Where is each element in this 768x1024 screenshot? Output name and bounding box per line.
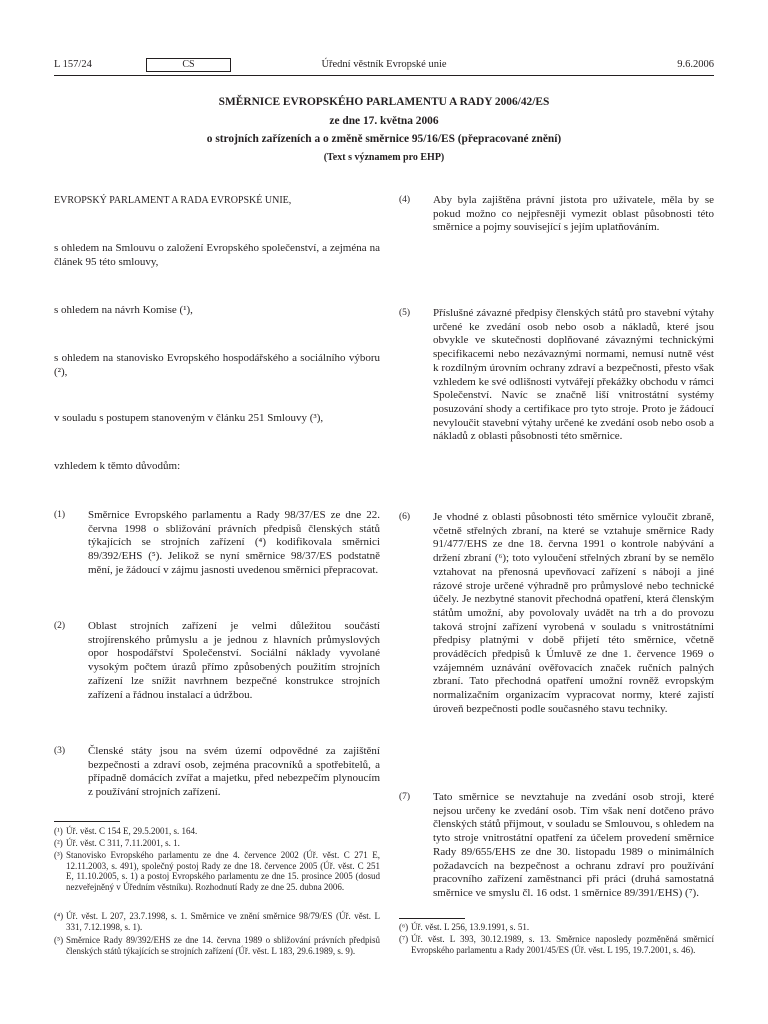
recital-number: (2) — [54, 621, 66, 631]
footnote-text: Směrnice Rady 89/392/EHS ze dne 14. června 1989 o sbližování právních předpisů členských států týkajících se strojních zařízení (Úř. věst. L 183, 29.6.1989, s. 9). — [66, 935, 380, 956]
preamble-4: s ohledem na stanovisko Evropského hospodářského a sociálního výboru (²), — [54, 352, 380, 378]
recital-number: (7) — [399, 792, 411, 802]
preamble-3: s ohledem na návrh Komise (¹), — [54, 304, 193, 316]
title-line-3: o strojních zařízeních a o změně směrnice 95/16/ES (přepracované znění) — [206, 133, 562, 145]
recital-text: Je vhodné z oblasti působnosti této směrnice vyloučit zbraně, včetně střelných zbraní, na které se vztahuje směrnice Rady 91/477/EHS ze dne 18. června 1991 o kontrole nabývání a držení zbraní (⁶); toto vyloučení střelných zbraní by se nemělo vztahovat na přenosná upevňovací zařízení s náboji a jiné rázové stroje určené výhradně pro průmyslové nebo technické účely. Je nezbytné stanovit přechodná opatření, která členským státům umožní, aby povolovaly uvádět na trh a do provozu taková strojní zařízení vyrobená v souladu s vnitrostátními předpisy platnými v době přijetí této směrnice, včetně prováděcích předpisů k Úmluvě ze dne 1. července 1969 o vzájemném uznávání ověřovacích značek ručních palných zbraní. Tato přechodná opatření umožní rovněž evropským normalizačním organizacím vypracovat normy, které zajistí úroveň bezpečnosti podle současného stavu techniky. — [433, 511, 714, 715]
document-title — [0, 93, 768, 167]
recital-text: Tato směrnice se nevztahuje na zvedání osob stroji, které nejsou určeny ke zvedání osob. Tím však není dotčeno právo členských států přijmout, v souladu se Smlouvou, s ohledem na tyto stroje vnitrostátní opatření za účelem provedení směrnice Rady 89/655/EHS ze dne 30. listopadu 1989 o minimálních požadavcích na bezpečnost a ochranu zdraví pro používání pracovního zařízení zaměstnanci při práci (druhá samostatná směrnice ve smyslu čl. 16 odst. 1 směrnice 89/391/EHS) (⁷). — [433, 791, 714, 899]
footnote-text: Úř. věst. L 256, 13.9.1991, s. 51. — [411, 922, 530, 932]
preamble-2: s ohledem na Smlouvu o založení Evropského společenství, a zejména na článek 95 této smlouvy, — [54, 242, 380, 268]
footnote-number: (¹) — [54, 826, 63, 836]
title-line-4: (Text s významem pro EHP) — [323, 151, 445, 163]
footnote-text: Úř. věst. L 207, 23.7.1998, s. 1. Směrnice ve znění směrnice 98/79/ES (Úř. věst. L 331, 7.12.1998, s. 1). — [66, 911, 380, 932]
preamble-6: vzhledem k těmto důvodům: — [54, 460, 181, 472]
language-box: CS — [146, 58, 231, 72]
recital-number: (4) — [399, 195, 411, 205]
recital-text: Příslušné závazné předpisy členských států pro stavební výtahy určené ke zvedání osob nebo osob a nákladů, které jsou obvykle ve skutečnosti doplňované závaznými technickými specifikacemi nebo nezávaznými normami, nemusí nutně vést k rozdílným úrovním ochrany zdraví a bezpečnosti, přesto však vzhledem ke své odlišnosti vytvářejí překážky obchodu v rámci Společenství. Navíc se značně liší vnitrostátní systémy posuzování shody a certifikace pro tyto stroje. Proto je žádoucí nevyloučit stavební výtahy určené ke zvedání osob nebo osob a nákladů z oblasti působnosti této směrnice. — [433, 307, 714, 443]
journal-reference: L 157/24 — [54, 59, 92, 70]
publication-date: 9.6.2006 — [677, 59, 714, 70]
recital-number: (1) — [54, 510, 66, 520]
footnote-rule-left — [54, 821, 120, 822]
footnote-number: (⁴) — [54, 911, 64, 921]
recital-text: Členské státy jsou na svém území odpovědné za zajištění bezpečnosti a zdraví osob, zejména pracovníků a spotřebitelů, a případně domácích zvířat a majetku, před nebezpečím plynoucím z používání strojních zařízení. — [88, 745, 380, 799]
header-rule — [54, 75, 714, 76]
recital-text: Aby byla zajištěna právní jistota pro uživatele, měla by se pokud možno co nejpřesněji vymezit oblast působnosti této směrnice a pojmy související s jejím uplatňováním. — [433, 194, 714, 234]
page-header — [54, 58, 714, 76]
recital-number: (6) — [399, 512, 411, 522]
footnote-number: (³) — [54, 850, 63, 860]
title-line-1: SMĚRNICE EVROPSKÉHO PARLAMENTU A RADY 2006/42/ES — [218, 96, 550, 108]
footnote-text: Stanovisko Evropského parlamentu ze dne 4. července 2002 (Úř. věst. C 271 E, 12.11.2003, s. 491), společný postoj Rady ze dne 18. července 2005 (Úř. věst. C 251 E, 11.10.2005, s. 1) a postoj Evropského parlamentu ze dne 15. prosince 2005 (dosud nezveřejněný v Úředním věstníku). Rozhodnutí Rady ze dne 25. dubna 2006. — [66, 850, 380, 892]
preamble-1: EVROPSKÝ PARLAMENT A RADA EVROPSKÉ UNIE, — [54, 195, 292, 206]
footnote-number: (⁷) — [399, 934, 409, 944]
footnote-rule-right — [399, 918, 465, 919]
footnote-number: (⁶) — [399, 922, 409, 932]
recital-text: Směrnice Evropského parlamentu a Rady 98/37/ES ze dne 22. června 1998 o sbližování právních předpisů členských států týkajících se strojních zařízení (⁴) kodifikovala směrnici 89/392/EHS (⁵). Jelikož se nyní směrnice 98/37/ES podstatně mění, je žádoucí v zájmu jasnosti uvedenou směrnici přepracovat. — [88, 509, 380, 576]
recital-text: Oblast strojních zařízení je velmi důležitou součástí strojírenského průmyslu a je jednou z hlavních průmyslových opor hospodářství Společenství. Sociální náklady vyvolané vysokým počtem úrazů přímo způsobených použitím strojních zařízení lze snížit navrhnem bezpečné konstrukce strojních zařízení a řádnou instalací a údržbou. — [88, 620, 380, 701]
footnote-number: (⁵) — [54, 935, 64, 945]
footnote-number: (²) — [54, 838, 63, 848]
recital-number: (5) — [399, 308, 411, 318]
preamble-5: v souladu s postupem stanoveným v článku 251 Smlouvy (³), — [54, 412, 324, 424]
recital-number: (3) — [54, 746, 66, 756]
footnote-text: Úř. věst. C 154 E, 29.5.2001, s. 164. — [66, 826, 198, 836]
footnote-text: Úř. věst. C 311, 7.11.2001, s. 1. — [66, 838, 180, 848]
footnote-text: Úř. věst. L 393, 30.12.1989, s. 13. Směrnice naposledy pozměněná směrnicí Evropského parlamentu a Rady 2001/45/ES (Úř. věst. L 195, 19.7.2001, s. 46). — [411, 934, 714, 955]
journal-title: Úřední věstník Evropské unie — [321, 59, 447, 70]
title-line-2: ze dne 17. května 2006 — [329, 114, 439, 127]
